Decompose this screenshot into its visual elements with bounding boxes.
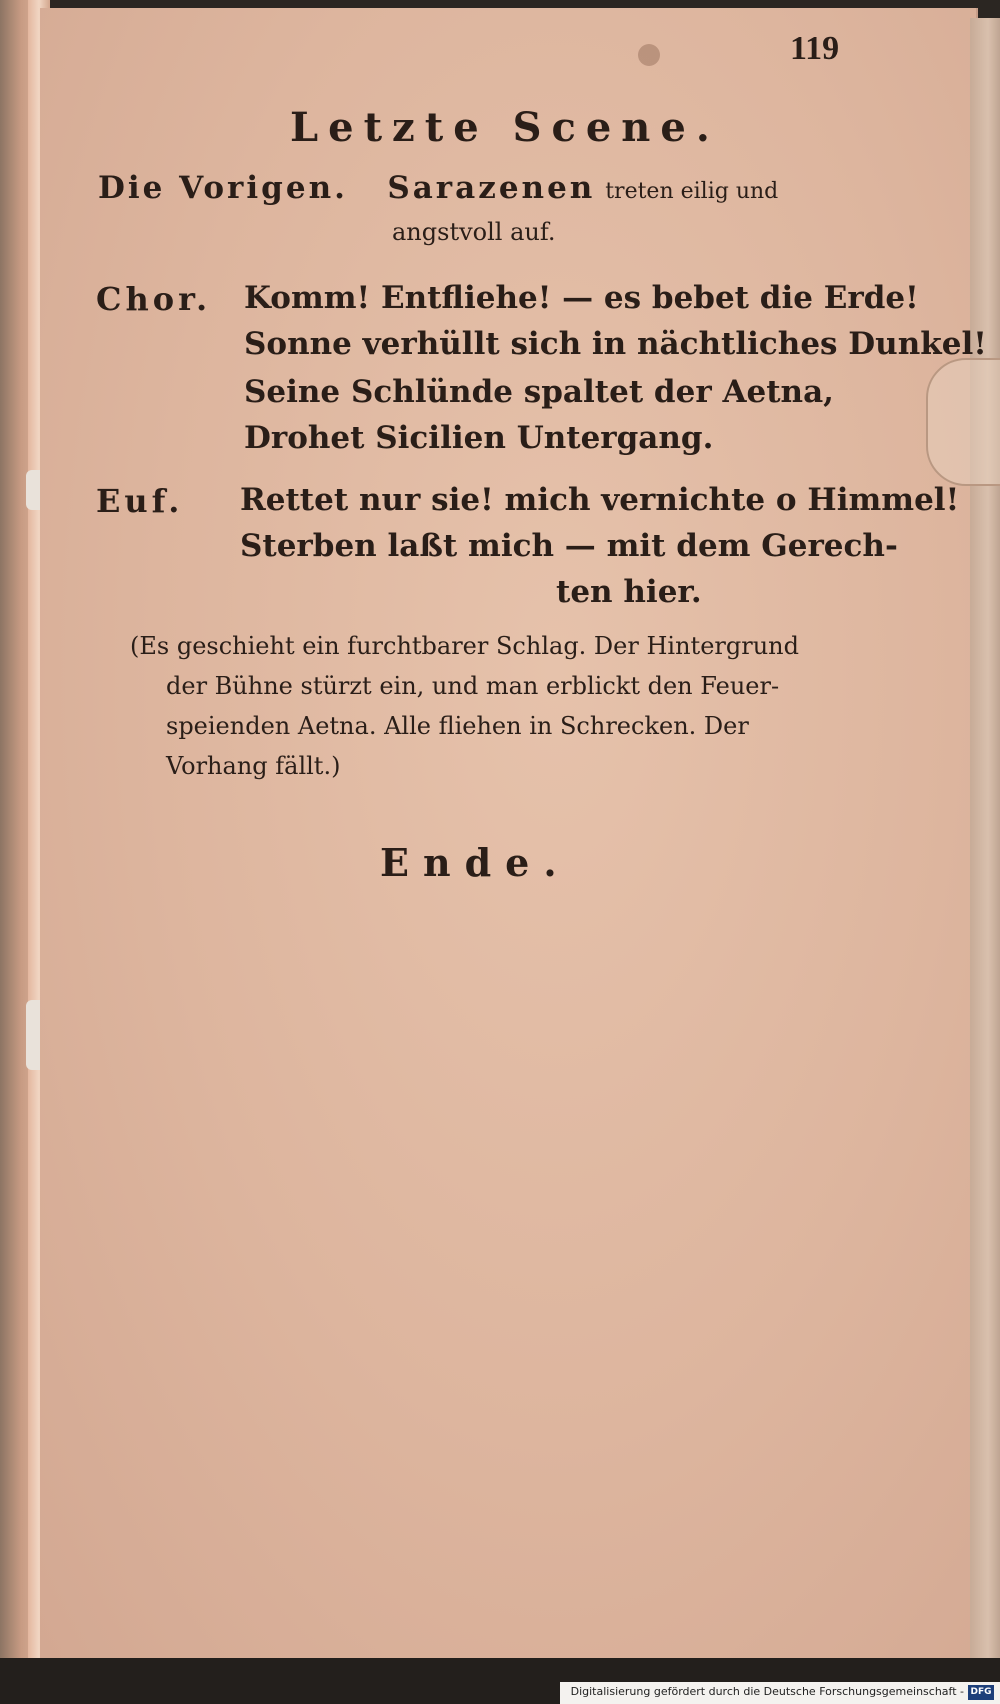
ending-word: Ende. (380, 840, 571, 885)
speaker-name: Euf. (96, 482, 184, 520)
closing-direction-line: der Bühne stürzt ein, und man erblickt den Feuer- (166, 672, 780, 700)
scene-title: Letzte Scene. (290, 104, 720, 151)
closing-direction-line: (Es geschieht ein furchtbarer Schlag. Der Hintergrund (130, 632, 799, 660)
book-page (40, 8, 978, 1658)
verse-line: Seine Schlünde spaltet der Aetna, (244, 374, 834, 410)
verse-line: ten hier. (556, 574, 702, 610)
stage-direction-continued: angstvoll auf. (392, 218, 556, 246)
stage-direction-group: Sarazenen (387, 170, 596, 206)
closing-direction-line: Vorhang fällt.) (166, 752, 341, 780)
verse-line: Drohet Sicilien Untergang. (244, 420, 714, 456)
speaker-name: Chor. (96, 280, 212, 318)
stage-direction-characters: Die Vorigen. (98, 170, 348, 206)
dfg-logo-icon: DFG (968, 1685, 994, 1700)
verse-line: Komm! Entfliehe! — es bebet die Erde! (244, 280, 919, 316)
page-number: 119 (790, 30, 840, 67)
verse-line: Rettet nur sie! mich vernichte o Himmel! (240, 482, 960, 518)
paper-stain (638, 44, 660, 66)
stage-direction-action: treten eilig und (605, 179, 779, 204)
verse-line: Sterben laßt mich — mit dem Gerech- (240, 528, 898, 564)
stage-direction (98, 170, 778, 206)
right-page-edge (970, 18, 1000, 1658)
closing-direction-line: speienden Aetna. Alle fliehen in Schrecken. Der (166, 712, 749, 740)
digitization-credit: Digitalisierung gefördert durch die Deutsche Forschungsgemeinschaft - (570, 1685, 964, 1698)
verse-line: Sonne verhüllt sich in nächtliches Dunkel! (244, 326, 987, 362)
page-tab (926, 358, 1000, 486)
